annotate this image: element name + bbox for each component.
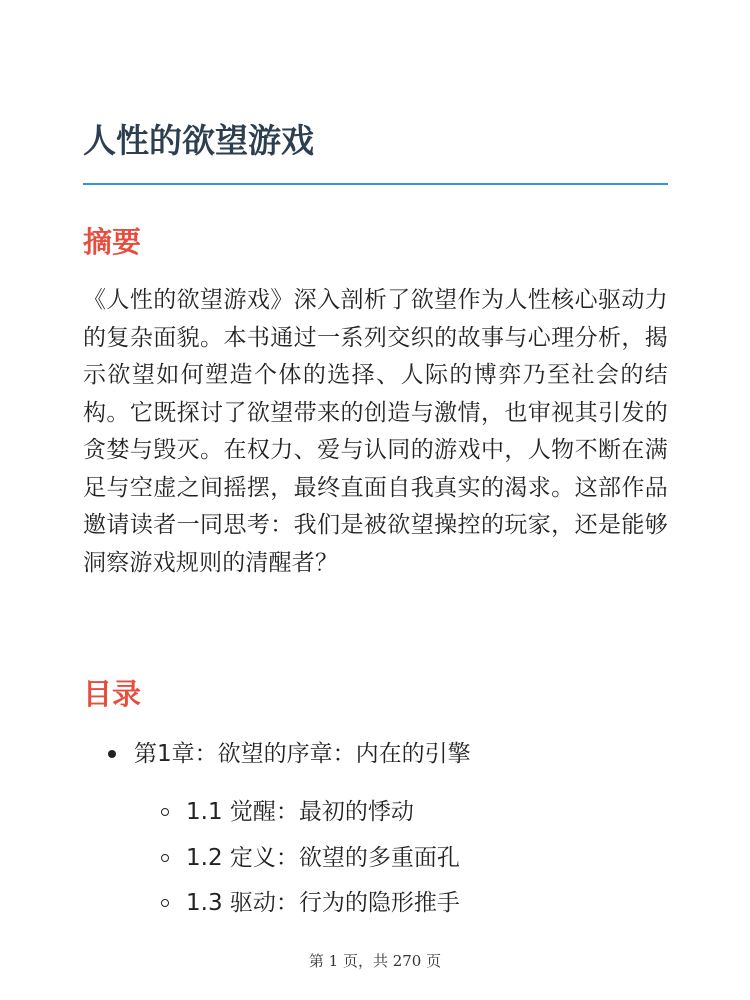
bullet-circle-icon — [161, 854, 169, 862]
toc-chapter-item — [108, 738, 471, 770]
summary-paragraph: 《人性的欲望游戏》深入剖析了欲望作为人性核心驱动力的复杂面貌。本书通过一系列交织的故事与心理分析，揭示欲望如何塑造个体的选择、人际的博弈乃至社会的结构。它既探讨了欲望带来的创造与激情，也审视其引发的贪婪与毁灭。在权力、爱与认同的游戏中，人物不断在满足与空虚之间摇摆，最终直面自我真实的渴求。这部作品邀请读者一同思考：我们是被欲望操控的玩家，还是能够洞察游戏规则的清醒者？ — [83, 287, 668, 576]
bullet-circle-icon — [161, 808, 169, 816]
document-title: 人性的欲望游戏 — [83, 121, 314, 160]
bullet-circle-icon — [161, 899, 169, 907]
toc-section-label: 1.1 觉醒：最初的悸动 — [186, 799, 414, 825]
page-footer: 第 1 页，共 270 页 — [308, 952, 442, 970]
toc-section-label: 1.2 定义：欲望的多重面孔 — [186, 845, 460, 871]
toc-section-label: 1.3 驱动：行为的隐形推手 — [186, 890, 460, 916]
toc-chapter-label: 第1章：欲望的序章：内在的引擎 — [134, 741, 471, 767]
toc-section-item — [161, 887, 460, 919]
toc-section-item — [161, 842, 460, 874]
toc-section-item — [161, 796, 414, 828]
title-divider — [83, 183, 668, 185]
toc-heading: 目录 — [83, 677, 142, 711]
summary-heading: 摘要 — [83, 225, 142, 259]
bullet-disc-icon — [108, 750, 116, 758]
document-page — [83, 0, 668, 1000]
